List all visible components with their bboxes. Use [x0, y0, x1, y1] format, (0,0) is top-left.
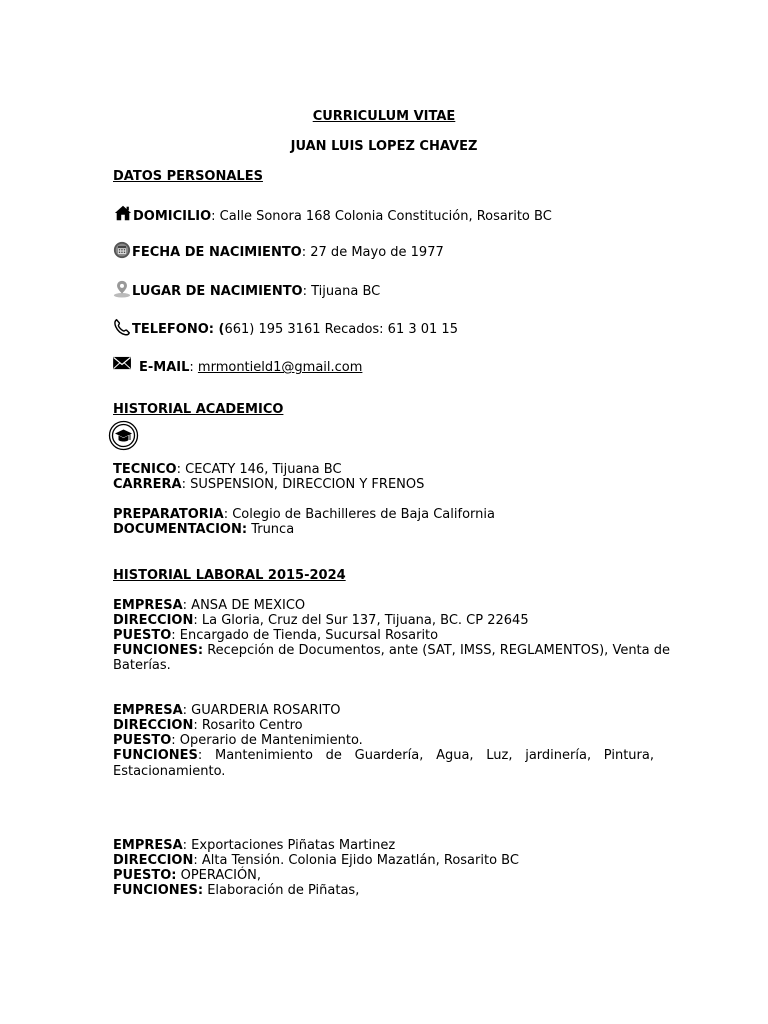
- job-3-puesto: [113, 868, 261, 883]
- email-line: [113, 356, 362, 375]
- email-separator: :: [189, 360, 198, 375]
- envelope-icon: [113, 356, 132, 371]
- direccion-label: DIRECCION: [113, 613, 194, 628]
- empresa-label: EMPRESA: [113, 703, 183, 718]
- job-3-direccion: [113, 853, 519, 868]
- funciones-value: Elaboración de Piñatas,: [203, 883, 360, 898]
- tecnico-line: [113, 462, 342, 477]
- funciones-value: Recepción de Documentos, ante (SAT, IMSS, REGLAMENTOS), Venta de: [203, 643, 671, 658]
- job-2-direccion: [113, 718, 303, 733]
- puesto-value: : Encargado de Tienda, Sucursal Rosarito: [171, 628, 439, 643]
- job-2-funciones: [113, 748, 654, 763]
- section-work-heading: HISTORIAL LABORAL 2015-2024: [113, 568, 346, 583]
- fecha-label: FECHA DE NACIMIENTO: [132, 245, 302, 260]
- direccion-label: DIRECCION: [113, 853, 194, 868]
- job-2-puesto: [113, 733, 363, 748]
- email-label: E-MAIL: [139, 360, 190, 375]
- empresa-value: : GUARDERIA ROSARITO: [182, 703, 341, 718]
- job-3-funciones: [113, 883, 359, 898]
- puesto-value: : Operario de Mantenimiento.: [171, 733, 363, 748]
- section-academic-heading: HISTORIAL ACADEMICO: [113, 402, 284, 417]
- puesto-label: PUESTO: [113, 628, 172, 643]
- fecha-value: : 27 de Mayo de 1977: [301, 245, 444, 260]
- funciones-label: FUNCIONES:: [113, 643, 204, 658]
- lugar-label: LUGAR DE NACIMIENTO: [132, 284, 303, 299]
- location-pin-icon: [113, 280, 131, 298]
- job-2-empresa: [113, 703, 341, 718]
- tecnico-value: : CECATY 146, Tijuana BC: [176, 462, 342, 477]
- carrera-label: CARRERA: [113, 477, 182, 492]
- document-title: CURRICULUM VITAE: [312, 109, 456, 124]
- puesto-label: PUESTO:: [113, 868, 177, 883]
- direccion-value: : Alta Tensión. Colonia Ejido Mazatlán, Rosarito BC: [193, 853, 519, 868]
- job-2-funciones-cont: Estacionamiento.: [113, 764, 226, 779]
- funciones-label: FUNCIONES:: [113, 883, 204, 898]
- preparatoria-label: PREPARATORIA: [113, 507, 224, 522]
- job-3-empresa: [113, 838, 395, 853]
- documentacion-value: Trunca: [247, 522, 295, 537]
- preparatoria-value: : Colegio de Bachilleres de Baja California: [223, 507, 495, 522]
- fecha-line: [113, 241, 444, 260]
- puesto-label: PUESTO: [113, 733, 172, 748]
- documentacion-label: DOCUMENTACION:: [113, 522, 248, 537]
- email-link[interactable]: mrmontield1@gmail.com: [197, 360, 363, 375]
- preparatoria-line: [113, 507, 495, 522]
- puesto-value: OPERACIÓN,: [176, 868, 262, 883]
- calendar-icon: [113, 241, 131, 259]
- phone-icon: [113, 318, 131, 336]
- domicilio-value: : Calle Sonora 168 Colonia Constitución, Rosarito BC: [211, 209, 552, 224]
- job-1-direccion: [113, 613, 529, 628]
- job-1-empresa: [113, 598, 305, 613]
- section-personal-heading: DATOS PERSONALES: [113, 169, 263, 184]
- telefono-label: TELEFONO: (: [132, 322, 225, 337]
- graduation-cap-icon: [108, 420, 139, 451]
- domicilio-line: [113, 204, 552, 224]
- funciones-value: : Mantenimiento de Guardería, Agua, Luz, jardinería, Pintura,: [197, 748, 654, 763]
- tecnico-label: TECNICO: [113, 462, 177, 477]
- telefono-value: 661) 195 3161 Recados: 61 3 01 15: [224, 322, 458, 337]
- empresa-label: EMPRESA: [113, 838, 183, 853]
- domicilio-label: DOMICILIO: [133, 209, 212, 224]
- lugar-line: [113, 280, 380, 299]
- empresa-value: : Exportaciones Piñatas Martinez: [182, 838, 396, 853]
- carrera-value: : SUSPENSION, DIRECCION Y FRENOS: [181, 477, 425, 492]
- direccion-value: : Rosarito Centro: [193, 718, 303, 733]
- candidate-name: JUAN LUIS LOPEZ CHAVEZ: [290, 139, 478, 154]
- job-1-funciones-cont: Baterías.: [113, 658, 171, 673]
- direccion-value: : La Gloria, Cruz del Sur 137, Tijuana, BC. CP 22645: [193, 613, 529, 628]
- empresa-value: : ANSA DE MEXICO: [182, 598, 306, 613]
- funciones-label: FUNCIONES: [113, 748, 198, 763]
- telefono-line: [113, 318, 458, 337]
- documentacion-line: [113, 522, 294, 537]
- direccion-label: DIRECCION: [113, 718, 194, 733]
- carrera-line: [113, 477, 424, 492]
- empresa-label: EMPRESA: [113, 598, 183, 613]
- job-1-puesto: [113, 628, 438, 643]
- home-icon: [113, 204, 133, 222]
- lugar-value: : Tijuana BC: [302, 284, 381, 299]
- job-1-funciones: [113, 643, 670, 658]
